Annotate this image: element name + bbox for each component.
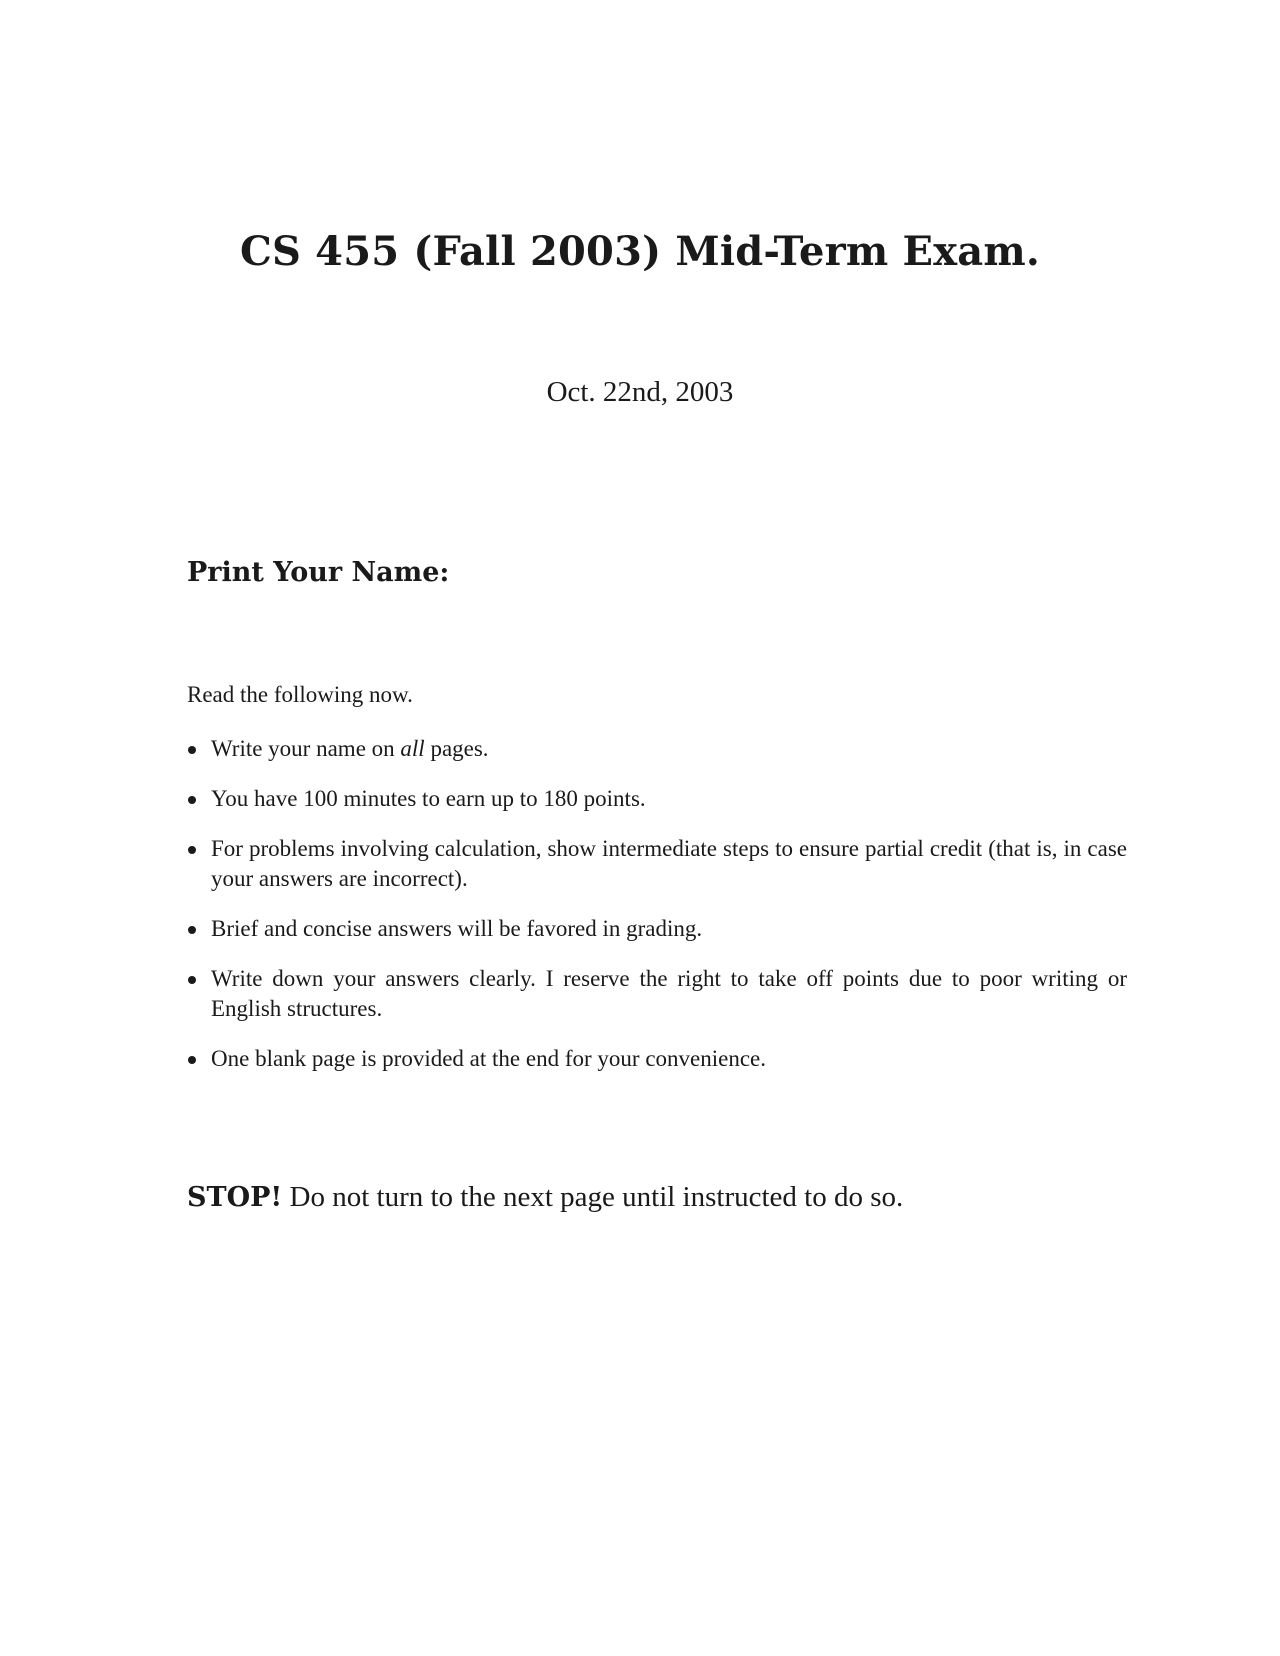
instruction-item: [187, 734, 1127, 764]
stop-word: STOP!: [187, 1182, 283, 1213]
instructions-list: [187, 734, 1127, 1094]
instruction-text: Write your name on all pages.: [211, 736, 489, 761]
instruction-item: [187, 834, 1127, 894]
instruction-text: For problems involving calculation, show intermediate steps to ensure partial credit (that is, in case your answers are incorrect).: [211, 836, 1127, 891]
emphasis-all: all: [400, 736, 425, 761]
stop-notice: [187, 1181, 903, 1214]
bullet-icon: [188, 746, 196, 754]
instruction-item: [187, 1044, 1127, 1074]
bullet-icon: [188, 796, 196, 804]
instructions-intro: Read the following now.: [187, 682, 413, 707]
bullet-icon: [188, 976, 196, 984]
instruction-text: Write down your answers clearly. I reserve the right to take off points due to poor writing or English structures.: [211, 966, 1127, 1021]
instruction-text: You have 100 minutes to earn up to 180 points.: [211, 786, 646, 811]
stop-text: Do not turn to the next page until instructed to do so.: [282, 1181, 904, 1213]
print-name-label: Print Your Name:: [187, 557, 450, 588]
instruction-text: One blank page is provided at the end for your convenience.: [211, 1046, 766, 1071]
bullet-icon: [188, 926, 196, 934]
exam-title: CS 455 (Fall 2003) Mid-Term Exam.: [239, 228, 1041, 275]
bullet-icon: [188, 846, 196, 854]
instruction-text: Brief and concise answers will be favored in grading.: [211, 916, 703, 941]
instruction-item: [187, 784, 1127, 814]
bullet-icon: [188, 1056, 196, 1064]
exam-date: Oct. 22nd, 2003: [546, 376, 734, 408]
instruction-item: [187, 964, 1127, 1024]
instruction-item: [187, 914, 1127, 944]
